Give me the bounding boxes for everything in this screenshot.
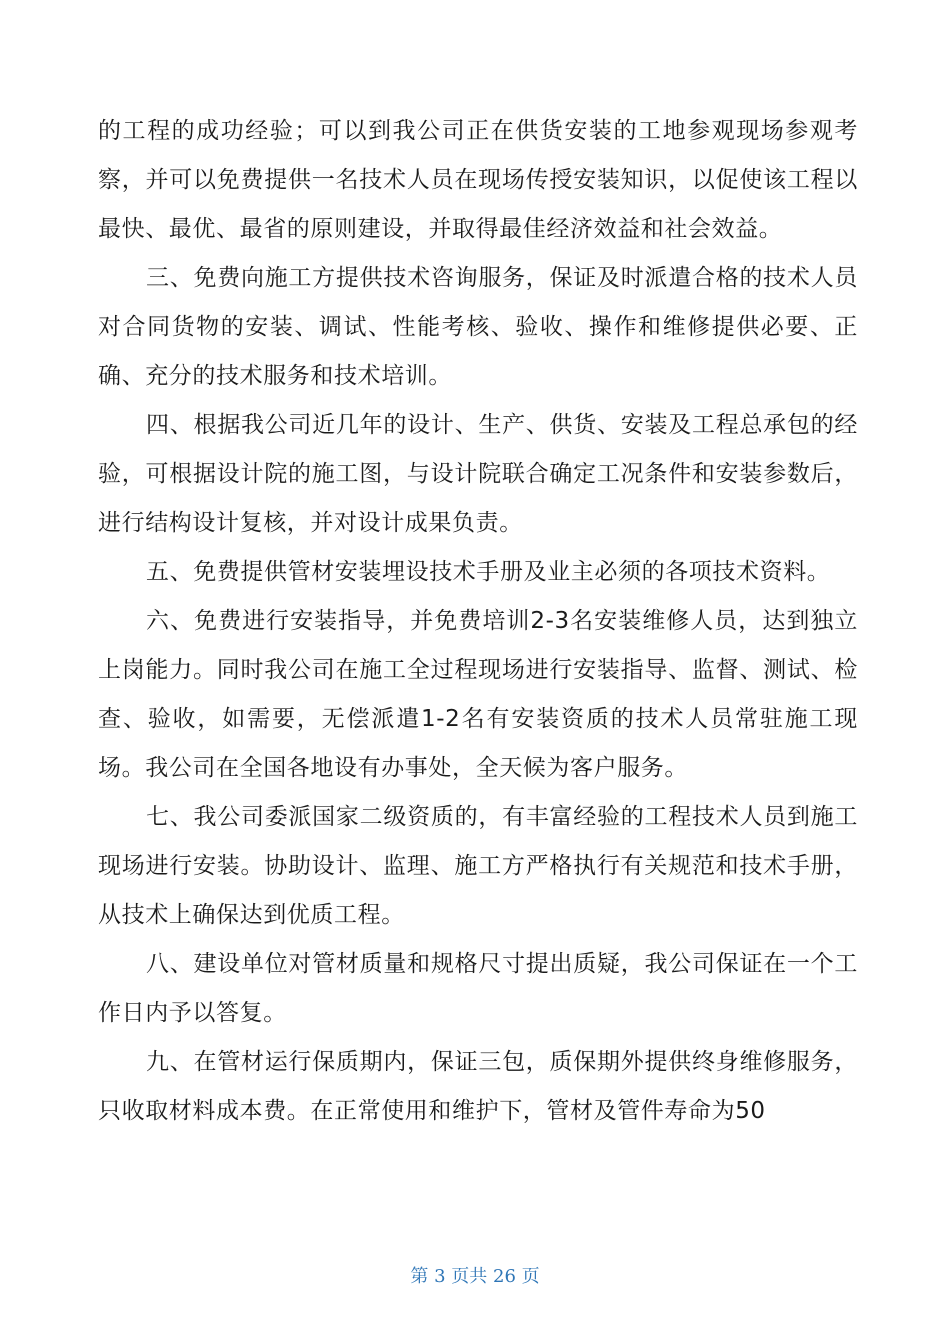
paragraph-item-3: 三、免费向施工方提供技术咨询服务，保证及时派遣合格的技术人员对合同货物的安装、调试、性能考核、验收、操作和维修提供必要、正确、充分的技术服务和技术培训。 [98,265,858,389]
document-body [98,107,858,1136]
paragraph-item-9: 九、在管材运行保质期内，保证三包，质保期外提供终身维修服务，只收取材料成本费。在正常使用和维护下，管材及管件寿命为50 [98,1049,858,1124]
paragraph-item-8: 八、建设单位对管材质量和规格尺寸提出质疑，我公司保证在一个工作日内予以答复。 [98,951,858,1026]
paragraph-item-5: 五、免费提供管材安装埋设技术手册及业主必须的各项技术资料。 [146,559,831,585]
paragraph-item-6: 六、免费进行安装指导，并免费培训2-3名安装维修人员，达到独立上岗能力。同时我公司在施工全过程现场进行安装指导、监督、测试、检查、验收，如需要，无偿派遣1-2名有安装资质的技术人员常驻施工现场。我公司在全国各地设有办事处，全天候为客户服务。 [98,608,858,781]
page-number-footer: 第 3 页共 26 页 [410,1266,540,1287]
paragraph-continued: 的工程的成功经验；可以到我公司正在供货安装的工地参观现场参观考察，并可以免费提供一名技术人员在现场传授安装知识，以促使该工程以最快、最优、最省的原则建设，并取得最佳经济效益和社会效益。 [98,118,858,242]
paragraph-item-7: 七、我公司委派国家二级资质的，有丰富经验的工程技术人员到施工现场进行安装。协助设计、监理、施工方严格执行有关规范和技术手册，从技术上确保达到优质工程。 [98,804,858,928]
paragraph-item-4: 四、根据我公司近几年的设计、生产、供货、安装及工程总承包的经验，可根据设计院的施工图，与设计院联合确定工况条件和安装参数后，进行结构设计复核，并对设计成果负责。 [98,412,858,536]
